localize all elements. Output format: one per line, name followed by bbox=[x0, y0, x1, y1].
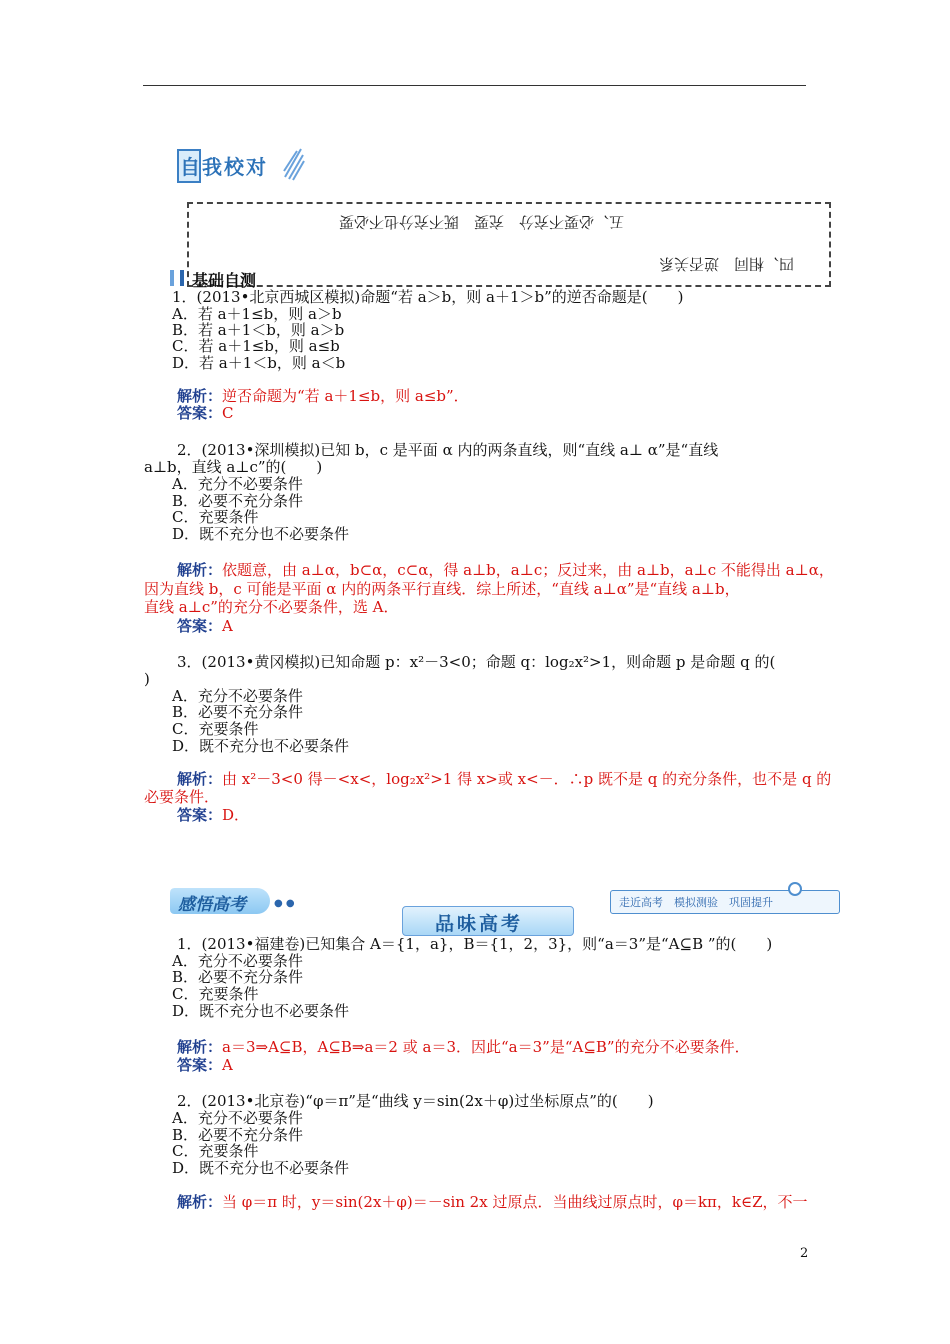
s2-q1-analysis: 解析：a＝3⇒A⊆B，A⊆B⇒a＝2 或 a＝3．因此“a＝3”是“A⊆B”的充分不必要条件． bbox=[177, 1038, 750, 1056]
q3-stem-1: 3．(2013•黄冈模拟)已知命题 p：x²－3<0；命题 q：log₂x²>1，则命题 p 是命题 q 的( bbox=[177, 653, 776, 671]
q3-option-c: C．充要条件 bbox=[172, 720, 259, 738]
q3-option-d: D．既不充分也不必要条件 bbox=[172, 737, 350, 755]
ribbon-center-tab: 品味高考 bbox=[402, 906, 574, 936]
ribbon-right-box: 走近高考 模拟测验 巩固提升 bbox=[610, 890, 840, 914]
banner-swash-icon bbox=[283, 147, 305, 181]
s2-q2-option-b: B．必要不充分条件 bbox=[172, 1126, 304, 1144]
q2-option-b: B．必要不充分条件 bbox=[172, 492, 304, 510]
q2-answer: 答案：A bbox=[177, 617, 233, 635]
q3-stem-2: ) bbox=[144, 670, 150, 688]
banner-title: 自我校对 bbox=[180, 155, 268, 179]
header-rule bbox=[143, 85, 806, 86]
s2-q1-option-a: A．充分不必要条件 bbox=[172, 952, 303, 970]
q1-option-a: A．若 a＋1≤b，则 a＞b bbox=[172, 305, 342, 323]
q1-option-c: C．若 a＋1≤b，则 a≤b bbox=[172, 337, 340, 355]
q2-analysis-2: 因为直线 b，c 可能是平面 α 内的两条平行直线．综上所述，“直线 a⊥α”是“直线 a⊥b， bbox=[144, 580, 740, 598]
s2-q1-option-d: D．既不充分也不必要条件 bbox=[172, 1002, 350, 1020]
s2-q2-option-c: C．充要条件 bbox=[172, 1142, 259, 1160]
s2-q2-stem: 2．(2013•北京卷)“φ＝π”是“曲线 y＝sin(2x＋φ)过坐标原点”的( ) bbox=[177, 1092, 654, 1110]
ribbon-left-tab: 感悟高考 bbox=[170, 888, 270, 914]
q2-option-d: D．既不充分也不必要条件 bbox=[172, 525, 350, 543]
s2-q2-option-d: D．既不充分也不必要条件 bbox=[172, 1159, 350, 1177]
s2-q2-analysis: 解析：当 φ＝π 时，y＝sin(2x＋φ)＝－sin 2x 过原点．当曲线过原点时，φ＝kπ，k∈Z，不一 bbox=[177, 1193, 808, 1211]
q3-analysis-1: 解析：由 x²－3<0 得－<x<，log₂x²>1 得 x>或 x<－．∴p 既不是 q 的充分条件，也不是 q 的 bbox=[177, 770, 832, 788]
q1-answer: 答案：C bbox=[177, 404, 234, 422]
answer-box-line1: 五、必要不充分 充要 既不充分也不必要 bbox=[339, 213, 625, 231]
s2-q1-stem: 1．(2013•福建卷)已知集合 A＝{1，a}，B＝{1，2，3}，则“a＝3”是“A⊆B ”的( ) bbox=[177, 935, 773, 953]
q2-stem-1: 2．(2013•深圳模拟)已知 b，c 是平面 α 内的两条直线，则“直线 a⊥ α”是“直线 bbox=[177, 441, 719, 459]
q2-stem-2: a⊥b，直线 a⊥c”的( ) bbox=[144, 458, 323, 476]
q1-stem: 1．(2013•北京西城区模拟)命题“若 a＞b，则 a＋1＞b”的逆否命题是( ) bbox=[172, 288, 684, 306]
q2-analysis-3: 直线 a⊥c”的充分不必要条件，选 A． bbox=[144, 598, 399, 616]
q1-option-d: D．若 a＋1＜b，则 a＜b bbox=[172, 354, 346, 372]
q1-analysis: 解析：逆否命题为“若 a＋1≤b，则 a≤b”． bbox=[177, 387, 469, 405]
ribbon-circle-icon bbox=[788, 882, 802, 896]
s2-q1-option-b: B．必要不充分条件 bbox=[172, 968, 304, 986]
s2-q1-option-c: C．充要条件 bbox=[172, 985, 259, 1003]
ribbon-dots-icon: ● ● bbox=[274, 898, 295, 909]
heading-bars-icon bbox=[170, 270, 184, 286]
page-number: 2 bbox=[800, 1246, 809, 1261]
q2-option-c: C．充要条件 bbox=[172, 508, 259, 526]
q2-option-a: A．充分不必要条件 bbox=[172, 475, 303, 493]
q3-option-b: B．必要不充分条件 bbox=[172, 703, 304, 721]
self-check-banner bbox=[177, 145, 307, 183]
q2-analysis-1: 解析：依题意，由 a⊥α，b⊂α，c⊂α，得 a⊥b，a⊥c；反过来，由 a⊥b，a⊥c 不能得出 a⊥α， bbox=[177, 561, 834, 579]
s2-q1-answer: 答案：A bbox=[177, 1056, 233, 1074]
q3-analysis-2: 必要条件． bbox=[144, 788, 220, 806]
s2-q2-option-a: A．充分不必要条件 bbox=[172, 1109, 303, 1127]
q3-option-a: A．充分不必要条件 bbox=[172, 687, 303, 705]
answer-box-line2: 四、相同 逆否关系 bbox=[659, 255, 795, 273]
q1-option-b: B．若 a＋1＜b，则 a＞b bbox=[172, 321, 345, 339]
section-heading-text: 基础自测 bbox=[192, 271, 257, 290]
q3-answer: 答案：D． bbox=[177, 806, 250, 824]
answer-box bbox=[187, 202, 831, 287]
